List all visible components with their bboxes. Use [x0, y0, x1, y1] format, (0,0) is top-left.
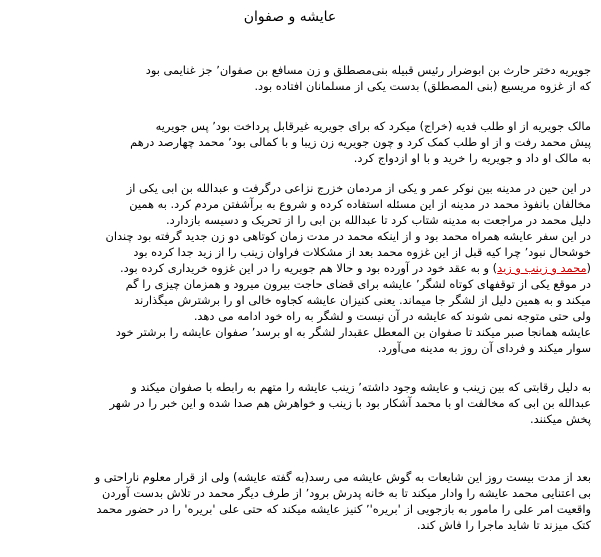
- muhammad-zeinab-zeid-link[interactable]: محمد و زینب و زید: [497, 261, 587, 275]
- text-line: مالک جویریه از او طلب فدیه (خراج) میکرد که برای جویریه غیرقابل پرداخت بود٬ پس جویریه: [155, 119, 591, 133]
- text-line: کتک میزند تا شاید ماجرا را فاش کند.: [416, 518, 591, 532]
- paragraph-2: [6, 118, 591, 166]
- text-line: واقعیت امر علی را مامور به بازجویی از 'بریره'٬ کنیز عایشه میکند که حتی علی 'بریره' را در حضور محمد: [96, 502, 591, 516]
- text-line: بی اعتنایی محمد عایشه را وادار میکند تا به خانه پدرش برود٬ از طرف دیگر محمد در تلاش بدست آوردن: [102, 486, 591, 500]
- text-line: سوار میکند و فردای آن روز به مدینه می‌آورد.: [377, 341, 591, 355]
- paragraph-3: [6, 180, 591, 356]
- text-line: عبدالله بن ابی که مخالفت او با محمد آشکار بود با زینب و خواهرش هم صدا شده و این خبر را در شهر: [109, 396, 591, 410]
- paragraph-1: [6, 62, 591, 94]
- text-line: پیش محمد رفت و از او طلب کمک کرد و چون جویریه زن زیبا و با کمالی بود٬ محمد چهارصد درهم: [130, 135, 591, 149]
- text-line: که از غزوه مریسیع (بنی المصطلق) بدست یکی از مسلمانان افتاده بود.: [254, 79, 591, 93]
- text-line: در این سفر عایشه همراه محمد بود و از اینکه محمد در مدت زمان کوتاهی دو زن جدید گرفته بود چندان: [105, 229, 591, 243]
- text-line: به مالک او داد و جویریه را خرید و با او ازدواج کرد.: [353, 151, 591, 165]
- text-line-with-link: [6, 260, 591, 276]
- text-line: ولی حتی متوجه نمی شوند که عایشه در آن نیست و لشگر به راه خود ادامه می دهد.: [193, 309, 591, 323]
- text-line: در این حین در مدینه بین نوکر عمر و یکی از مردمان خزرج نزاعی درگرفت و عبدالله بن ابی یکی از: [126, 181, 591, 195]
- text-line: خوشحال نبود٬ چرا کیه قبل از این غزوه محمد بعد از مشکلات فراوان زینب را از زید جدا کرده بود: [133, 245, 591, 259]
- text-line: بعد از مدت بیست روز این شایعات به گوش عایشه می رسد(به گفته عایشه) ولی از قرار معلوم ناراحتی و: [94, 470, 591, 484]
- text-line: دلیل محمد در مراجعت به مدینه شتاب کرد تا عبدالله بن ابی را از تحریک و دسیسه بازدارد.: [166, 213, 591, 227]
- text-line: در موقع یکی از توقفهای کوتاه لشگر٬ عایشه برای قضای حاجت بیرون میرود و همزمان چیزی را گم: [125, 277, 591, 291]
- text-line: جویریه دختر حارث بن ابوضرار رئیس قبیله بنی‌مصطلق و زن مسافع بن صفوان٬ جز غنایمی بود: [145, 63, 591, 77]
- text-line: میکند و به همین دلیل از لشگر جا میماند. یعنی کنیزان عایشه کجاوه خالی او را برشترش میگذارند: [134, 293, 591, 307]
- text-line: مخالفان بانفوذ محمد در مدینه از این مسئله استفاده کرده و شروع به برآشفتن مردم کرد. به همین: [129, 197, 591, 211]
- paragraph-5: [6, 469, 591, 533]
- text-fragment: ) و به عقد خود در آورده بود و حالا هم جویریه را در این غزوه خریداری کرده بود.: [119, 261, 498, 275]
- text-fragment: (: [586, 261, 591, 275]
- document-title: عایشه و صفوان: [243, 9, 337, 25]
- text-line: عایشه همانجا صبر میکند تا صفوان بن المعطل عقبدار لشگر به او برسد٬ صفوان عایشه را برشتر خود: [115, 325, 591, 339]
- paragraph-4: [6, 379, 591, 427]
- text-line: به دلیل رقابتی که بین زینب و عایشه وجود داشته٬ زینب عایشه را متهم به رابطه با صفوان میکند و: [131, 380, 591, 394]
- text-line: پخش میکنند.: [530, 412, 591, 426]
